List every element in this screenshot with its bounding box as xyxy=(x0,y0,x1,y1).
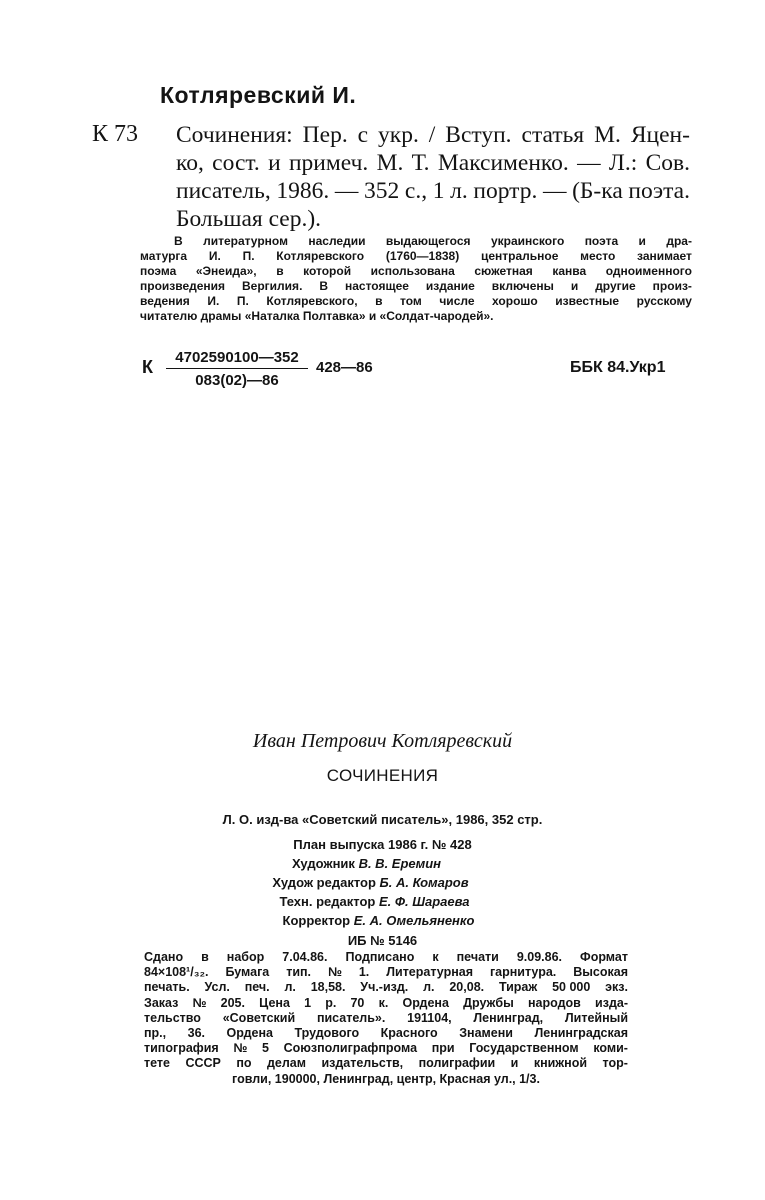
annotation-line: читателю драмы «Наталка Полтавка» и «Солдат-чародей». xyxy=(140,309,494,323)
word: произведения xyxy=(140,279,226,293)
word: с xyxy=(357,122,369,148)
word: печ. xyxy=(244,980,270,995)
word: полиграфии xyxy=(418,1056,496,1071)
word: Сочинения: xyxy=(176,122,293,148)
word: изда- xyxy=(595,995,628,1010)
word: П. xyxy=(236,294,249,308)
word: ко, xyxy=(176,150,204,176)
word: 1 xyxy=(304,995,312,1010)
word: Ленинградская xyxy=(534,1026,628,1041)
bibliographic-entry xyxy=(176,121,690,233)
word: В xyxy=(319,279,329,293)
word: Союзполиграфпрома xyxy=(283,1041,418,1056)
word: экз. xyxy=(605,980,628,995)
ib-line: ИБ № 5146 xyxy=(347,933,418,948)
entry-line xyxy=(176,121,690,149)
word: И. xyxy=(207,294,220,308)
word: другие xyxy=(595,279,636,293)
word: издательств, xyxy=(321,1056,404,1071)
word: П. xyxy=(242,249,255,263)
credit-label: Худож редактор xyxy=(272,875,376,890)
colophon-line xyxy=(144,980,628,995)
annotation-line xyxy=(140,294,692,309)
colophon xyxy=(144,950,628,1087)
word: Вергилия. xyxy=(242,279,303,293)
word: Сов. xyxy=(645,150,690,176)
word: Ордена xyxy=(402,995,449,1010)
colophon-line: говли, 190000, Ленинград, центр, Красная ул., 1/3. xyxy=(232,1071,540,1086)
word: 9.09.86. xyxy=(516,950,563,964)
credit-label: Художник xyxy=(291,856,355,871)
word: в xyxy=(375,294,383,308)
colophon-line xyxy=(144,1026,628,1041)
word: настоящее xyxy=(344,279,409,293)
word: 191104, xyxy=(407,1010,452,1025)
word: — xyxy=(577,150,601,176)
index-letter: К xyxy=(142,357,153,377)
word: / xyxy=(428,122,436,148)
index-fraction xyxy=(166,349,308,389)
word: одноименного xyxy=(605,264,692,278)
word: Л.: xyxy=(608,150,638,176)
word: 18,58. xyxy=(310,980,346,995)
word: сост. xyxy=(212,150,260,176)
word: которой xyxy=(303,264,352,278)
word: занимает xyxy=(637,249,692,263)
word: Т. xyxy=(411,150,430,176)
word: Дружбы xyxy=(463,995,514,1010)
word: «Советский xyxy=(222,1010,296,1025)
author-full-name: Иван Петрович Котляревский xyxy=(252,730,513,752)
word: 1986. xyxy=(276,178,330,204)
word: 352 xyxy=(364,178,400,204)
annotation-line xyxy=(140,249,692,264)
word: укр. xyxy=(378,122,419,148)
word: Усл. xyxy=(204,980,230,995)
word: при xyxy=(431,1041,455,1056)
word: том xyxy=(400,294,422,308)
word: сюжетная xyxy=(474,264,533,278)
word: Вступ. xyxy=(445,122,512,148)
word: Максименко. xyxy=(437,150,569,176)
word: СССР xyxy=(185,1056,221,1071)
word: И. xyxy=(208,249,221,263)
entry-line xyxy=(176,177,690,205)
word: р. xyxy=(325,995,337,1010)
bbk-code: ББК 84.Укр1 xyxy=(570,359,666,376)
credit-label: Корректор xyxy=(282,913,351,928)
word: 1. xyxy=(358,965,370,980)
word: Литературная xyxy=(386,965,474,980)
entry-line xyxy=(176,149,690,177)
word: л. xyxy=(284,980,296,995)
word: русскому xyxy=(636,294,692,308)
word: поэта. xyxy=(628,178,690,204)
word: 20,08. xyxy=(449,980,485,995)
word: Котляревского, xyxy=(266,294,358,308)
word: Заказ xyxy=(144,995,179,1010)
word: числе xyxy=(439,294,475,308)
word: 7.04.86. xyxy=(282,950,328,964)
word: наследии xyxy=(308,234,366,248)
credit-proofreader xyxy=(0,913,761,928)
index-numerator: 4702590100—352 xyxy=(175,349,299,366)
word: центральное xyxy=(480,249,559,263)
word: статья xyxy=(521,122,585,148)
word: портр. xyxy=(473,178,538,204)
word: издание xyxy=(425,279,475,293)
word: Уч.-изд. xyxy=(360,980,409,995)
word: известные xyxy=(555,294,620,308)
word: печать. xyxy=(144,980,190,995)
word: произ- xyxy=(652,279,692,293)
word: и xyxy=(638,234,646,248)
word: Трудового xyxy=(294,1026,360,1041)
annotation-line xyxy=(140,279,692,294)
word: Государственном xyxy=(469,1041,579,1056)
word: тор- xyxy=(602,1056,628,1071)
word: 84×108¹/₃₂. xyxy=(144,965,209,980)
catalog-code: К 73 xyxy=(92,121,139,147)
word: Бумага xyxy=(225,965,270,980)
credit-name: В. В. Еремин xyxy=(358,856,442,871)
colophon-line xyxy=(144,950,628,965)
order-code: 428—86 xyxy=(316,359,373,376)
word: № xyxy=(192,995,207,1010)
colophon-line xyxy=(144,1056,628,1071)
entry-line: Большая сер.). xyxy=(176,206,322,232)
word: тете xyxy=(144,1056,170,1071)
word: В xyxy=(174,234,183,248)
word: и xyxy=(510,1056,519,1071)
word: 36. xyxy=(187,1026,206,1041)
word: Яцен- xyxy=(630,122,690,148)
credit-name: Б. А. Комаров xyxy=(379,875,469,890)
word: писатель, xyxy=(176,178,271,204)
word: литературном xyxy=(203,234,288,248)
word: 205. xyxy=(220,995,245,1010)
word: ведения xyxy=(140,294,190,308)
plan-line: План выпуска 1986 г. № 428 xyxy=(293,837,472,852)
word: дра- xyxy=(666,234,692,248)
word: Тираж xyxy=(498,980,538,995)
publisher-line: Л. О. изд-ва «Советский писатель», 1986, 352 стр. xyxy=(222,812,543,827)
word: к. xyxy=(378,995,389,1010)
word: Подписано xyxy=(345,950,415,964)
word: с., xyxy=(404,178,428,204)
word: выдающегося xyxy=(385,234,471,248)
word: по xyxy=(236,1056,252,1071)
credit-label: Техн. редактор xyxy=(279,894,376,909)
word: Формат xyxy=(580,950,628,964)
word: украинского xyxy=(490,234,565,248)
word: (Б-ка xyxy=(572,178,623,204)
word: гарнитура. xyxy=(489,965,557,980)
word: «Энеида», xyxy=(195,264,257,278)
colophon-line xyxy=(144,965,628,980)
author-heading: Котляревский И. xyxy=(160,82,357,108)
word: тип. xyxy=(286,965,312,980)
word: примеч. xyxy=(288,150,369,176)
word: к xyxy=(432,950,439,964)
word: Цена xyxy=(259,995,290,1010)
word: — xyxy=(334,178,359,204)
colophon-line xyxy=(144,1011,628,1026)
annotation xyxy=(140,234,692,324)
word: тельство xyxy=(144,1010,201,1025)
word: место xyxy=(580,249,616,263)
word: включены xyxy=(491,279,554,293)
word: поэма xyxy=(140,264,177,278)
credit-name: Е. Ф. Шараева xyxy=(378,894,470,909)
word: делам xyxy=(266,1056,306,1071)
colophon-line xyxy=(144,1041,628,1056)
word: 50 000 xyxy=(552,980,591,995)
word: хорошо xyxy=(492,294,538,308)
word: (1760—1838) xyxy=(385,249,460,263)
word: матурга xyxy=(140,249,188,263)
word: л. xyxy=(423,980,435,995)
colophon-line xyxy=(144,996,628,1011)
annotation-line xyxy=(140,264,692,279)
word: Красного xyxy=(380,1026,438,1041)
word: печати xyxy=(456,950,499,964)
word: 70 xyxy=(350,995,365,1010)
word: набор xyxy=(226,950,265,964)
word: — xyxy=(542,178,567,204)
word: л. xyxy=(450,178,468,204)
index-denominator: 083(02)—86 xyxy=(195,372,279,389)
word: М. xyxy=(594,122,621,148)
word: в xyxy=(201,950,209,964)
word: и xyxy=(268,150,281,176)
word: Котляревского xyxy=(276,249,365,263)
word: типография xyxy=(144,1041,219,1056)
word: Литейный xyxy=(564,1010,628,1025)
word: использована xyxy=(370,264,455,278)
word: М. xyxy=(376,150,404,176)
word: и xyxy=(570,279,579,293)
word: пр., xyxy=(144,1026,167,1041)
word: коми- xyxy=(593,1041,628,1056)
word: № xyxy=(327,965,342,980)
word: № xyxy=(233,1041,248,1056)
word: книжной xyxy=(533,1056,588,1071)
word: канва xyxy=(552,264,587,278)
word: писатель». xyxy=(316,1010,386,1025)
credit-tech-editor xyxy=(0,894,757,909)
word: народов xyxy=(528,995,581,1010)
word: Пер. xyxy=(302,122,348,148)
word: поэта xyxy=(584,234,619,248)
word: Знамени xyxy=(459,1026,513,1041)
word: в xyxy=(276,264,284,278)
credit-art-editor xyxy=(0,875,753,890)
word: 5 xyxy=(261,1041,269,1056)
word: Ордена xyxy=(226,1026,273,1041)
word: Сдано xyxy=(144,950,184,964)
word: Высокая xyxy=(573,965,628,980)
word: 1 xyxy=(432,178,445,204)
credit-name: Е. А. Омельяненко xyxy=(353,913,475,928)
annotation-line xyxy=(140,234,692,249)
credit-artist xyxy=(0,856,749,871)
word: Ленинград, xyxy=(473,1010,544,1025)
work-title: СОЧИНЕНИЯ xyxy=(326,766,439,785)
